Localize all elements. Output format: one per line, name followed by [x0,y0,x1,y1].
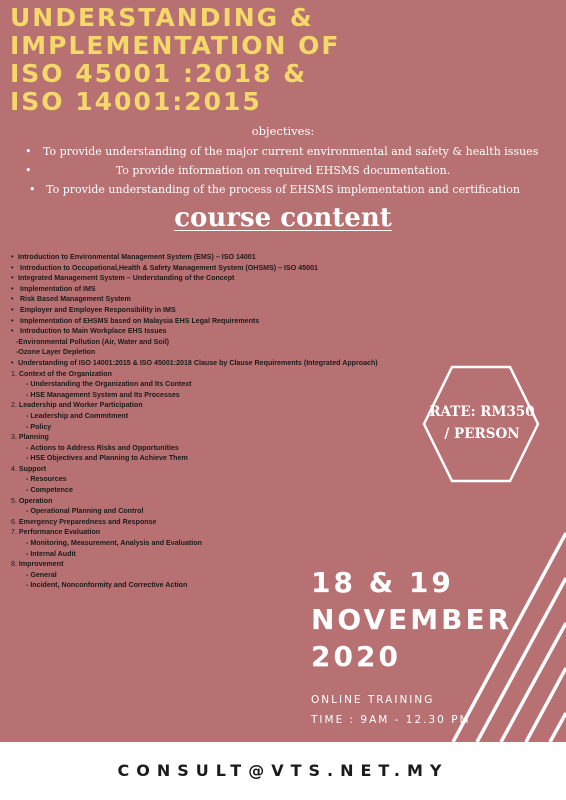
stripe [526,668,566,742]
bullet-icon: • [29,183,36,196]
footer-bar [0,742,566,800]
date-line: 2020 [311,640,401,673]
objective-text: To provide information on required EHSMS documentation. [115,164,451,177]
title-line: ISO 14001:2015 [10,87,262,116]
course-item: • Implementation of IMS [11,284,431,295]
date-line: NOVEMBER [311,603,513,636]
course-item: • Introduction to Environmental Management System (EMS) – ISO 14001 [11,252,431,263]
course-item: • Employer and Employee Responsibility in IMS [11,305,431,316]
clause-title: Support [18,464,47,473]
course-subitem: - HSE Objectives and Planning to Achieve Them [26,454,188,463]
training-mode: ONLINE TRAINING [311,694,435,706]
course-subitem: - General [26,570,57,579]
course-subitem: - Understanding the Organization and Its Context [26,380,192,389]
course-subitem: - Operational Planning and Control [26,507,144,516]
clause-title: Improvement [18,560,64,569]
title-line: UNDERSTANDING & [10,3,314,32]
course-subitem: - Competence [26,486,73,495]
course-subitem: - Leadership and Commitment [26,411,129,420]
clause-title: Planning [18,433,49,442]
clause-number: 2. [11,401,17,410]
clause-number: 5. [11,496,17,505]
course-item: • Introduction to Main Workplace EHS Issues [11,326,431,337]
clause-number: 4. [11,464,17,473]
clause-number: 3. [11,433,17,442]
course-item: • Introduction to Occupational,Health & Safety Management System (OHSMS) – ISO 45001 [11,263,431,274]
course-item: • Integrated Management System – Understanding of the Concept [11,273,431,284]
objectives-heading: objectives: [251,124,315,138]
course-content-heading-text: course content [174,203,392,233]
course-subitem: - Resources [26,475,67,484]
course-subitem: - Incident, Nonconformity and Corrective Action [26,581,188,590]
clause-title: Operation [18,496,53,505]
course-subitem: - HSE Management System and Its Processes [26,390,180,399]
date-line: 18 & 19 [311,566,454,599]
contact-email[interactable]: CONSULT@VTS.NET.MY [117,761,449,780]
clause-title: Leadership and Worker Participation [18,401,143,410]
course-item: • Implementation of EHSMS based on Malaysia EHS Legal Requirements [11,316,431,327]
clause-number: 7. [11,528,17,537]
training-info [311,690,471,730]
training-time: TIME : 9AM - 12.30 PM [311,714,471,726]
objective-text: To provide understanding of the major current environmental and safety & health issues [43,145,539,158]
course-item: -Ozone Layer Depletion [16,348,96,357]
objective-text: To provide understanding of the process of EHSMS implementation and certification [46,183,520,196]
bullet-icon: • [25,164,32,177]
course-item: • Understanding of ISO 14001:2015 & ISO 45001:2018 Clause by Clause Requirements (Integrated Approach) [11,358,431,369]
course-subitem: - Actions to Address Risks and Opportunities [26,443,179,452]
rate-unit: / PERSON [444,426,520,442]
title-line: IMPLEMENTATION OF [10,31,341,60]
clause-title: Performance Evaluation [18,528,101,537]
rate-badge [428,401,536,445]
bullet-icon: • [25,145,32,158]
course-subitem: - Policy [26,422,52,431]
course-subitem: - Internal Audit [26,549,76,558]
stripe [550,713,566,742]
event-date [311,564,551,675]
clause-number: 8. [11,560,17,569]
clause-number: 1. [11,369,17,378]
rate-price: RATE: RM350 [429,404,535,420]
course-subitem: - Monitoring, Measurement, Analysis and Evaluation [26,539,202,548]
course-item: -Environmental Pollution (Air, Water and Soil) [16,337,170,346]
clause-title: Context of the Organization [18,369,112,378]
clause-number: 6. [11,517,17,526]
course-item: • Risk Based Management System [11,294,431,305]
clause-title: Emergency Preparedness and Response [18,517,157,526]
title-line: ISO 45001 :2018 & [10,59,308,88]
